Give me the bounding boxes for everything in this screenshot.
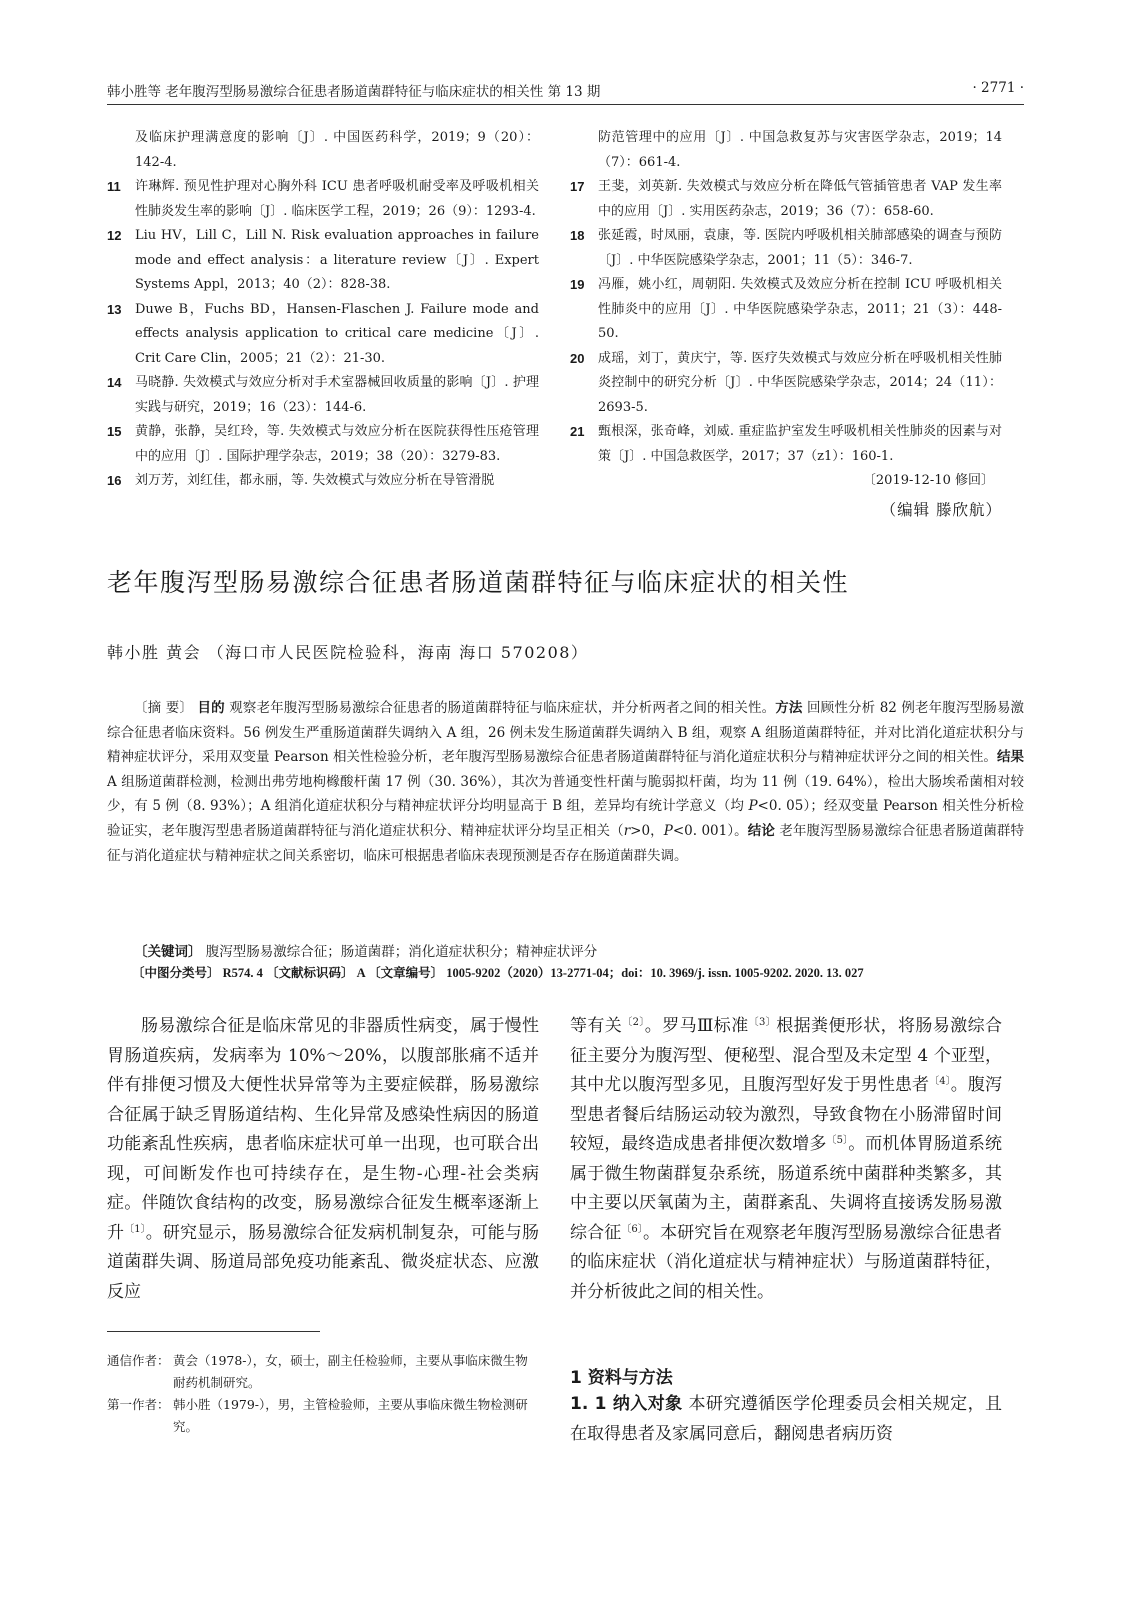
- revision-date: 〔2019-12-10 修回〕: [862, 473, 994, 488]
- abstract: 〔摘 要〕 目的 观察老年腹泻型肠易激综合征患者的肠道菌群特征与临床症状，并分析两者之间的相关性。方法 回顾性分析 82 例老年腹泻型肠易激综合征患者临床资料。56 例发生严重肠道菌群失调纳入 A 组，26 例未发生肠道菌群失调纳入 B 组，观察 A 组肠道菌群特征，并对比消化道症状积分与精神症状评分，采用双变量 Pearson 相关性检验分析，老年腹泻型肠易激综合征患者肠道菌群特征与消化道症状积分与精神症状评分之间的相关性。结果 A 组肠道菌群检测，检测出弗劳地枸橼酸杆菌 17 例（30. 36%），其次为普通变性杆菌与脆弱拟杆菌，均为 11 例（19. 64%），检出大肠埃希菌相对较少，有 5 例（8. 93%）；A 组消化道症状积分与精神症状评分均明显高于 B 组，差异均有统计学意义（均 P<0. 05）；经双变量 Pearson 相关性分析检验证实，老年腹泻型患者肠道菌群特征与消化道症状积分、精神症状评分均呈正相关（r>0，P<0. 001）。结论 老年腹泻型肠易激综合征患者肠道菌群特征与消化道症状与精神症状之间关系密切，临床可根据患者临床表现预测是否存在肠道菌群失调。: [107, 700, 1025, 864]
- citation: 〔1〕: [124, 1223, 146, 1235]
- footnote-first-author: 第一作者： 韩小胜（1979-），男，主管检验师，主要从事临床微生物检测研究。: [107, 1397, 528, 1434]
- citation: 〔3〕: [748, 1017, 777, 1028]
- reference-item: 防范管理中的应用〔J〕. 中国急救复苏与灾害医学杂志，2019；14（7）：661-4.: [598, 130, 1002, 170]
- reference-item: 20 成瑶，刘丁，黄庆宁，等. 医疗失效模式与效应分析在呼吸机相关性肺炎控制中的研究分析〔J〕. 中华医院感染学杂志，2014；24（11）：2693-5.: [570, 350, 1002, 415]
- footnote-corresponding-author: 通信作者： 黄会（1978-），女，硕士，副主任检验师，主要从事临床微生物耐药机制研究。: [107, 1353, 528, 1390]
- references-left-column: [107, 126, 539, 494]
- subsection-paragraph: 1. 1 纳入对象 本研究遵循医学伦理委员会相关规定，且在取得患者及家属同意后，翻阅患者病历资: [570, 1394, 1003, 1444]
- subsection-label: 1. 1 纳入对象: [570, 1394, 683, 1414]
- reference-item: 14 马晓静. 失效模式与效应分析对手术室器械回收质量的影响〔J〕. 护理实践与研究，2019；16（23）：144-6.: [107, 375, 539, 415]
- article-title: 老年腹泻型肠易激综合征患者肠道菌群特征与临床症状的相关性: [107, 568, 850, 597]
- citation: 〔2〕: [622, 1017, 645, 1028]
- keywords: 〔关键词〕 腹泻型肠易激综合征；肠道菌群；消化道症状积分；精神症状评分: [134, 944, 598, 960]
- author-affiliation: 韩小胜 黄会 （海口市人民医院检验科，海南 海口 570208）: [107, 643, 589, 662]
- reference-item: 19 冯雁，姚小红，周朝阳. 失效模式及效应分析在控制 ICU 呼吸机相关性肺炎中的应用〔J〕. 中华医院感染学杂志，2011；21（3）：448-50.: [570, 277, 1002, 341]
- body-right-column: [570, 1012, 1002, 1307]
- editor-credit: （编辑 滕欣航）: [880, 500, 1002, 519]
- citation: 〔4〕: [929, 1076, 951, 1087]
- section-heading: 1 资料与方法: [570, 1368, 673, 1388]
- abstract-label: 〔摘 要〕: [134, 700, 194, 716]
- citation: 〔6〕: [621, 1223, 643, 1235]
- body-left-column: [107, 1012, 539, 1307]
- footnotes: [107, 1350, 539, 1438]
- reference-item: 12 Liu HV，Lill C，Lill N. Risk evaluation approaches in failure mode and effect analysis：a literature review〔J〕. Expert Systems Appl，2013；40（2）：828-38.: [107, 228, 539, 292]
- result-label: 结果: [996, 749, 1024, 766]
- method-label: 方法: [775, 700, 803, 716]
- reference-item: 及临床护理满意度的影响〔J〕. 中国医药科学，2019；9（20）：142-4.: [135, 130, 539, 170]
- reference-item: 18 张延霞，时凤丽，袁康，等. 医院内呼吸机相关肺部感染的调查与预防〔J〕. 中华医院感染学杂志，2001；11（5）：346-7.: [570, 228, 1002, 268]
- page-number: · 2771 ·: [972, 80, 1024, 96]
- running-header-left: 韩小胜等 老年腹泻型肠易激综合征患者肠道菌群特征与临床症状的相关性 第 13 期: [107, 84, 601, 100]
- classification-line: 〔中图分类号〕 R574. 4 〔文献标识码〕 A 〔文章编号〕 1005-9202（2020）13-2771-04；doi：10. 3969/j. issn. 1005-9202. 2020. 13. 027: [132, 966, 864, 980]
- intro-paragraph: 肠易激综合征是临床常见的非器质性病变，属于慢性胃肠道疾病，发病率为 10%～20%，以腹部胀痛不适并伴有排便习惯及大便性状异常等为主要症候群，肠易激综合征属于缺乏胃肠道结构、生化异常及感染性病因的肠道功能紊乱性疾病，患者临床症状可单一出现，也可联合出现，可间断发作也可持续存在，是生物-心理-社会类病症。伴随饮食结构的改变，肠易激综合征发生概率逐渐上升$^{〔1〕}$。研究显示，肠易激综合征发病机制复杂，可能与肠道菌群失调、肠道局部免疫功能紊乱、微炎症状态、应激反应: [107, 1016, 540, 1302]
- objective-label: 目的: [197, 700, 225, 716]
- references-right-column: [570, 126, 1002, 522]
- intro-paragraph-continued: 等有关$^{〔2〕}$。罗马Ⅲ标准$^{〔3〕}$根据粪便形状，将肠易激综合征主要分为腹泻型、便秘型、混合型及未定型 4 个亚型，其中尤以腹泻型多见，且腹泻型好发于男性患者$^{〔4〕}$。腹泻型患者餐后结肠运动较为激烈，导致食物在小肠滞留时间较短，最终造成患者排便次数增多$^{〔5〕}$。而机体胃肠道系统属于微生物菌群复杂系统，肠道系统中菌群种类繁多，其中主要以厌氧菌为主，菌群紊乱、失调将直接诱发肠易激综合征$^{〔6〕}$。本研究旨在观察老年腹泻型肠易激综合征患者的临床症状（消化道症状与精神症状）与肠道菌群特征，并分析彼此之间的相关性。: [570, 1016, 1003, 1302]
- reference-item: 11 许琳辉. 预见性护理对心胸外科 ICU 患者呼吸机耐受率及呼吸机相关性肺炎发生率的影响〔J〕. 临床医学工程，2019；26（9）：1293-4.: [107, 179, 539, 219]
- conclusion-label: 结论: [747, 822, 775, 839]
- reference-item: 16 刘万芳，刘红佳，都永丽，等. 失效模式与效应分析在导管滑脱: [107, 473, 495, 488]
- keywords-label: 〔关键词〕: [134, 944, 202, 960]
- header-rule: [107, 104, 1024, 105]
- reference-item: 21 甄根深，张奇峰，刘威. 重症监护室发生呼吸机相关性肺炎的因素与对策〔J〕. 中国急救医学，2017；37（z1）：160-1.: [570, 424, 1002, 464]
- footnote-rule: [107, 1331, 320, 1332]
- reference-item: 13 Duwe B，Fuchs BD，Hansen-Flaschen J. Failure mode and effects analysis application to critical care medicine〔J〕. Crit Care Clin，2005；21（2）：21-30.: [107, 301, 539, 366]
- citation: 〔5〕: [826, 1135, 849, 1146]
- reference-item: 17 王斐，刘英新. 失效模式与效应分析在降低气管插管患者 VAP 发生率中的应用〔J〕. 实用医药杂志，2019；36（7）：658-60.: [570, 179, 1002, 219]
- reference-item: 15 黄静，张静，吴红玲，等. 失效模式与效应分析在医院获得性压疮管理中的应用〔J〕. 国际护理学杂志，2019；38（20）：3279-83.: [107, 424, 539, 464]
